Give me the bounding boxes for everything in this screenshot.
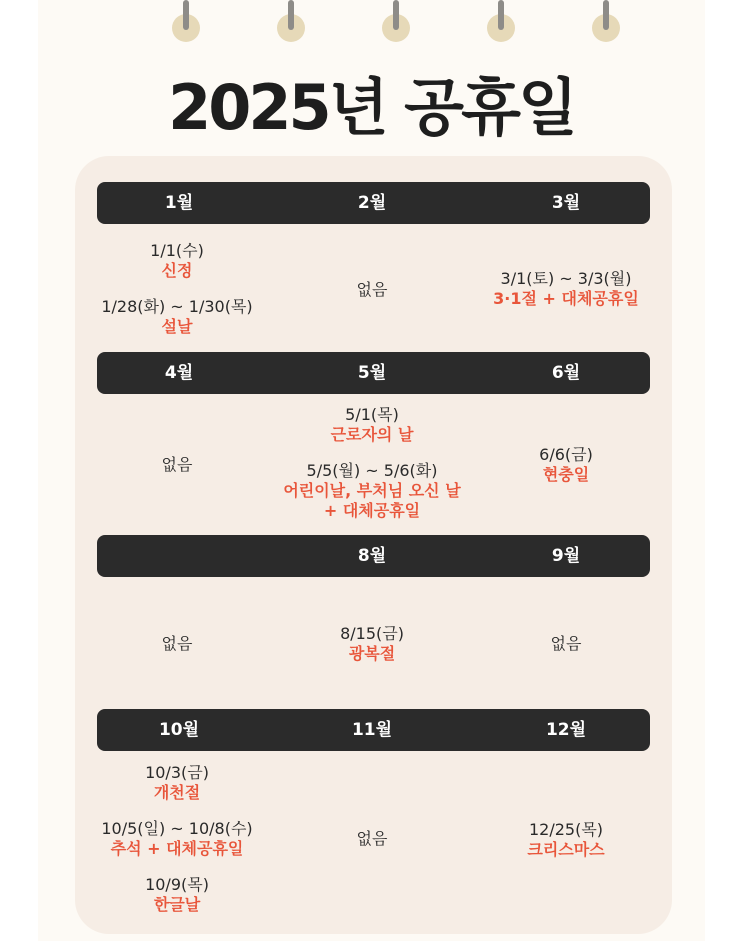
- holiday-date: 5/5(월) ~ 5/6(화): [306, 461, 438, 480]
- month-header-bar: [97, 352, 650, 394]
- month-cell: [456, 269, 676, 309]
- month-cell: [67, 455, 287, 475]
- holiday-name-continued: + 대체공휴일: [323, 501, 421, 520]
- no-holiday-text: 없음: [161, 634, 193, 653]
- month-cell: [456, 634, 676, 654]
- month-label: 1월: [164, 193, 194, 213]
- holiday-date: 12/25(목): [528, 820, 604, 839]
- month-cell: [262, 405, 482, 521]
- month-label: 11월: [351, 720, 393, 740]
- holiday-date: 5/1(목): [345, 405, 399, 424]
- month-cell: [67, 763, 287, 915]
- holiday-name: 광복절: [348, 644, 396, 663]
- holiday-name: 어린이날, 부처님 오신 날: [283, 481, 461, 500]
- holiday-date: 8/15(금): [340, 624, 404, 643]
- holiday-entry: [456, 820, 676, 860]
- month-cell: [456, 820, 676, 860]
- month-label: 6월: [551, 363, 581, 383]
- month-label: [89, 535, 269, 577]
- month-label: 10월: [158, 720, 200, 740]
- holiday-name: 3·1절 + 대체공휴일: [493, 289, 639, 308]
- holiday-entry: [67, 819, 287, 859]
- holiday-entry: [262, 405, 482, 445]
- month-label: 5월: [357, 363, 387, 383]
- holiday-entry: [262, 624, 482, 664]
- no-holiday-text: 없음: [161, 455, 193, 474]
- holiday-entry: [262, 461, 482, 521]
- holiday-date: 10/3(금): [145, 763, 209, 782]
- month-label: 12월: [545, 720, 587, 740]
- month-cell: [262, 829, 482, 849]
- no-holiday-text: 없음: [550, 634, 582, 653]
- holiday-date: 6/6(금): [539, 445, 593, 464]
- month-label: 2월: [357, 193, 387, 213]
- binder-ring-icon: [172, 0, 200, 42]
- holiday-entry: [456, 445, 676, 485]
- month-cell: [262, 280, 482, 300]
- holiday-name: 크리스마스: [527, 840, 605, 859]
- holiday-entry: [67, 875, 287, 915]
- month-cell: [67, 634, 287, 654]
- holiday-date: 10/9(목): [145, 875, 209, 894]
- holiday-date: 3/1(토) ~ 3/3(월): [500, 269, 632, 288]
- page-title: 2025년 공휴일: [168, 71, 575, 144]
- holiday-name: 추석 + 대체공휴일: [110, 839, 244, 858]
- binder-ring-icon: [487, 0, 515, 42]
- month-label: 3월: [551, 193, 581, 213]
- holiday-entry: [67, 763, 287, 803]
- month-header-bar: [97, 182, 650, 224]
- holiday-date: 10/5(일) ~ 10/8(수): [101, 819, 253, 838]
- month-cell: [456, 445, 676, 485]
- holiday-entry: [456, 269, 676, 309]
- binder-ring-icon: [277, 0, 305, 42]
- month-header-bar: [97, 709, 650, 751]
- binder-ring-icon: [382, 0, 410, 42]
- holiday-date: 1/28(화) ~ 1/30(목): [101, 297, 253, 316]
- month-cell: [262, 624, 482, 664]
- no-holiday-text: 없음: [356, 829, 388, 848]
- holiday-name: 현충일: [542, 465, 590, 484]
- holiday-entry: [67, 241, 287, 281]
- holiday-name: 신정: [161, 261, 193, 280]
- month-label: 4월: [164, 363, 194, 383]
- holiday-entry: [67, 297, 287, 337]
- month-cell: [67, 241, 287, 337]
- holiday-name: 설날: [161, 317, 193, 336]
- holiday-name: 개천절: [153, 783, 201, 802]
- binder-ring-icon: [592, 0, 620, 42]
- no-holiday-text: 없음: [356, 280, 388, 299]
- holiday-name: 근로자의 날: [330, 425, 414, 444]
- holiday-date: 1/1(수): [150, 241, 204, 260]
- month-header-bar: [97, 535, 650, 577]
- month-label: 9월: [551, 546, 581, 566]
- holiday-name: 한글날: [153, 895, 201, 914]
- month-label: 8월: [357, 546, 387, 566]
